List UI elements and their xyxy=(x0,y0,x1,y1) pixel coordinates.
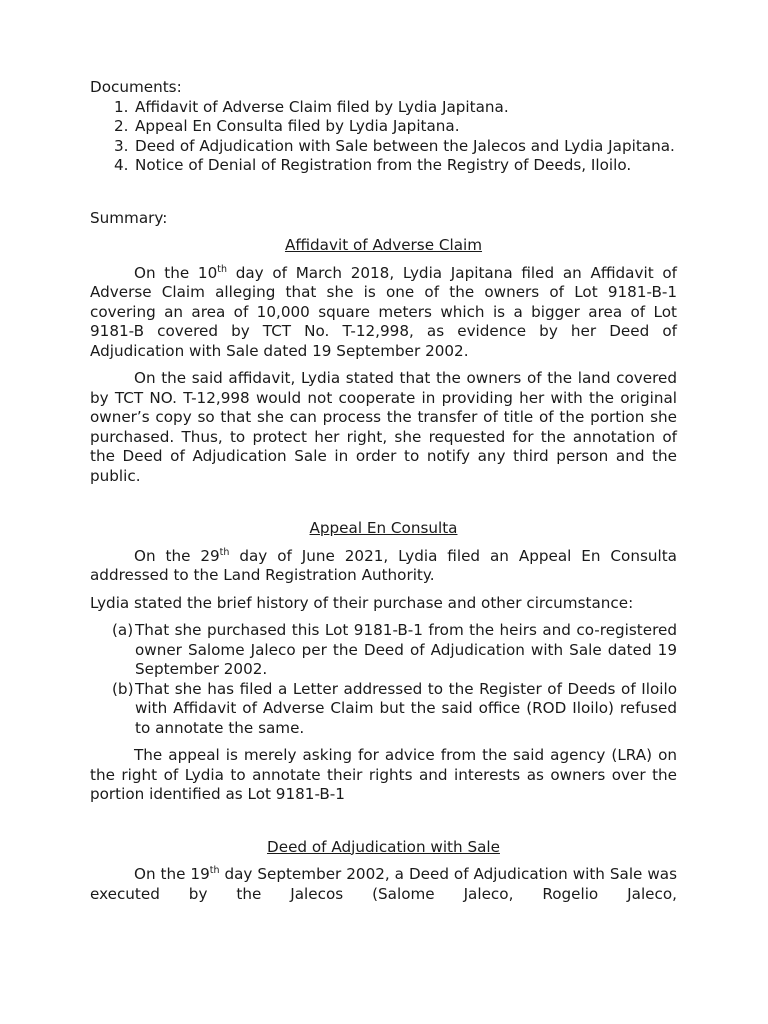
section-heading-appeal: Appeal En Consulta xyxy=(309,519,458,537)
document-item-text: Deed of Adjudication with Sale between the Jalecos and Lydia Japitana. xyxy=(135,136,675,155)
summary-label: Summary: xyxy=(90,208,168,227)
documents-list xyxy=(90,98,677,176)
document-item-1: 1. Affidavit of Adverse Claim filed by Lydia Japitana. xyxy=(114,97,509,116)
document-item-4: 4. Notice of Denial of Registration from the Registry of Deeds, Iloilo. xyxy=(114,156,632,174)
document-item-3: 3. Deed of Adjudication with Sale between the Jalecos and Lydia Japitana. xyxy=(114,136,675,155)
paragraph: Lydia stated the brief history of their purchase and other circumstance: xyxy=(90,593,634,612)
list-item: (b) That she has filed a Letter addressed to the Register of Deeds of Iloilo with Affidavit of Adverse Claim but the said office (ROD Iloilo) refused to annotate the same. xyxy=(112,679,677,737)
section-heading-affidavit: Affidavit of Adverse Claim xyxy=(284,236,483,254)
document-item-text: Notice of Denial of Registration from the Registry of Deeds, Iloilo. xyxy=(135,156,632,174)
circumstance-list xyxy=(90,621,677,738)
list-item: (a) That she purchased this Lot 9181-B-1 from the heirs and co-registered owner Salome Jaleco per the Deed of Adjudication with Sale dated 19 September 2002. xyxy=(112,621,677,678)
paragraph: The appeal is merely asking for advice from the said agency (LRA) on the right of Lydia to annotate their rights and interests as owners over the portion identified as Lot 9181-B-1 xyxy=(90,746,677,803)
document-item-2: 2. Appeal En Consulta filed by Lydia Japitana. xyxy=(114,117,460,135)
section-heading-deed: Deed of Adjudication with Sale xyxy=(267,837,500,856)
paragraph: On the 10th day of March 2018, Lydia Japitana filed an Affidavit of Adverse Claim alleging that she is one of the owners of Lot 9181-B-1 covering an area of 10,000 square meters which is a bigger area of Lot 9181-B covered by TCT No. T-12,998, as evidence by her Deed of Adjudication with Sale dated 19 September 2002. xyxy=(90,263,677,360)
paragraph: On the said affidavit, Lydia stated that the owners of the land covered by TCT NO. T-12,998 would not cooperate in providing her with the original owner’s copy so that she can process the transfer of title of the portion she purchased. Thus, to protect her right, she requested for the annotation of the Deed of Adjudication Sale in order to notify any third person and the public. xyxy=(90,369,677,485)
document-item-text: Affidavit of Adverse Claim filed by Lydia Japitana. xyxy=(135,97,509,116)
paragraph: On the 29th day of June 2021, Lydia filed an Appeal En Consulta addressed to the Land Registration Authority. xyxy=(90,546,677,584)
paragraph: On the 19th day September 2002, a Deed of Adjudication with Sale was executed by the Jalecos (Salome Jaleco, Rogelio Jaleco, xyxy=(90,865,677,903)
document-page xyxy=(90,78,677,904)
document-item-text: Appeal En Consulta filed by Lydia Japitana. xyxy=(135,117,460,135)
documents-label: Documents: xyxy=(90,78,182,96)
